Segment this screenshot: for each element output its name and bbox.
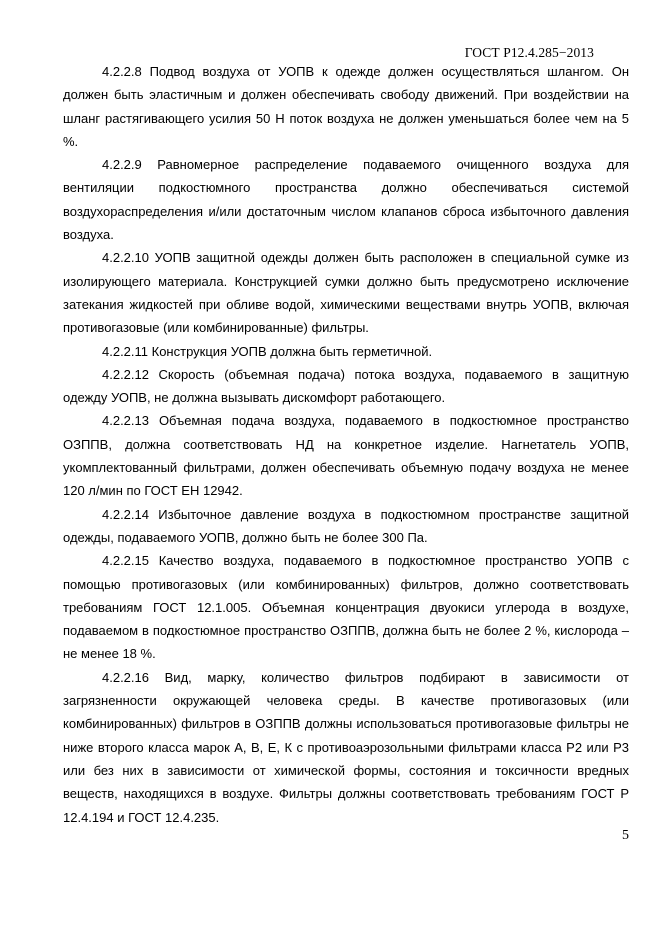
paragraph-4-2-2-9: 4.2.2.9 Равномерное распределение подаваемого очищенного воздуха для вентиляции подкостюмного пространства должно обеспечиваться системой воздухораспределения и/или достаточным числом клапанов сброса избыточного давления воздуха.	[63, 157, 629, 243]
paragraph-4-2-2-13: 4.2.2.13 Объемная подача воздуха, подаваемого в подкостюмное пространство ОЗППВ, должна соответствовать НД на конкретное изделие. Нагнетатель УОПВ, укомплектованный фильтрами, должен обеспечивать объемную подачу воздуха не менее 120 л/мин по ГОСТ ЕН 12942.	[63, 413, 629, 499]
paragraph-4-2-2-15: 4.2.2.15 Качество воздуха, подаваемого в подкостюмное пространство УОПВ с помощью противогазовых (или комбинированных) фильтров, должно соответствовать требованиям ГОСТ 12.1.005. Объемная концентрация двуокиси углерода в воздухе, подаваемом в подкостюмное пространство ОЗППВ, должна быть не более 2 %, кислорода – не менее 18 %.	[63, 553, 629, 662]
paragraph-4-2-2-16: 4.2.2.16 Вид, марку, количество фильтров подбирают в зависимости от загрязненности окружающей человека среды. В качестве противогазовых (или комбинированных) фильтров в ОЗППВ должны использоваться противогазовые фильтры не ниже второго класса марок А, В, Е, К с противоаэрозольными фильтрами класса Р2 или Р3 или без них в зависимости от химической формы, состояния и токсичности вредных веществ, находящихся в воздухе. Фильтры должны соответствовать требованиям ГОСТ Р 12.4.194 и ГОСТ 12.4.235.	[63, 669, 629, 825]
page-header-standard-code: ГОСТ Р12.4.285−2013	[464, 45, 594, 60]
paragraph-4-2-2-14: 4.2.2.14 Избыточное давление воздуха в подкостюмном пространстве защитной одежды, подаваемого УОПВ, должно быть не более 300 Па.	[63, 506, 629, 545]
paragraph-4-2-2-11: 4.2.2.11 Конструкция УОПВ должна быть герметичной.	[102, 343, 433, 359]
paragraph-4-2-2-10: 4.2.2.10 УОПВ защитной одежды должен быть расположен в специальной сумке из изолирующего материала. Конструкцией сумки должно быть предусмотрено исключение затекания жидкостей при обливе водой, химическими веществами внутрь УОПВ, включая противогазовые (или комбинированные) фильтры.	[63, 250, 629, 336]
paragraph-4-2-2-12: 4.2.2.12 Скорость (объемная подача) потока воздуха, подаваемого в защитную одежду УОПВ, не должна вызывать дискомфорт работающего.	[63, 366, 629, 406]
page-number: 5	[622, 828, 629, 843]
paragraph-4-2-2-8: 4.2.2.8 Подвод воздуха от УОПВ к одежде должен осуществляться шлангом. Он должен быть эластичным и должен обеспечивать свободу движений. При воздействии на шланг растягивающего усилия 50 Н поток воздуха не должен уменьшаться более чем на 5 %.	[63, 64, 629, 149]
document-body	[63, 60, 629, 829]
